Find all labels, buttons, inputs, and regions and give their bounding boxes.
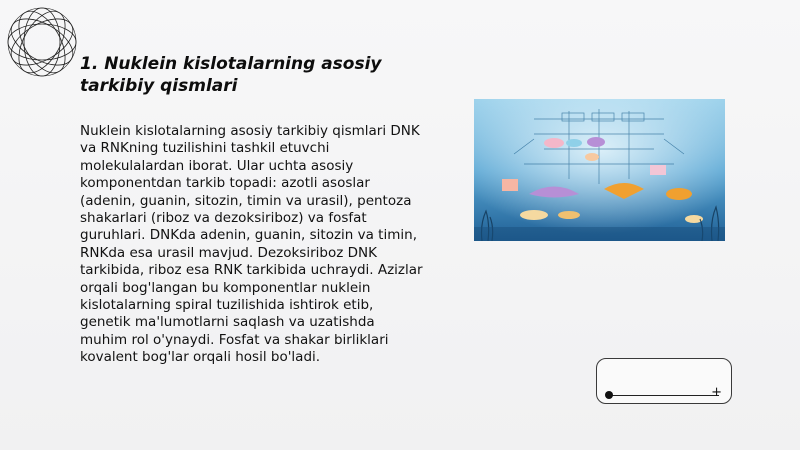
nucleic-acid-illustration	[474, 99, 725, 241]
slide-body-text: Nuklein kislotalarning asosiy tarkibiy qismlari DNK va RNKning tuzilishini tashkil etuvchi molekulalardan iborat. Ular uchta asosiy komponentdan tarkib topadi: azotli asoslar (adenin, guanin, sitozin, timin va urasil), pentoza shakarlari (riboz va dezoksiriboz) va fosfat guruhlari. DNKda adenin, guanin, sitozin va timin, RNKda esa urasil mavjud. Dezoksiriboz DNK tarkibida, riboz esa RNK tarkibida uchraydi. Azizlar orqali bog'langan bu komponentlar nuklein kislotalarning spiral tuzilishida ishtirok etib, genetik ma'lumotlarni saqlash va uzatishda muhim rol o'ynaydi. Fosfat va shakar birliklari kovalent bog'lar orqali hosil bo'ladi.	[80, 123, 423, 366]
spirograph-logo-icon	[4, 4, 80, 80]
slide-title: 1. Nuklein kislotalarning asosiy tarkibiy qismlari	[80, 54, 382, 96]
audio-scrub-bar[interactable]	[596, 358, 732, 404]
media-progress-knob[interactable]	[605, 391, 613, 399]
plus-icon[interactable]: +	[711, 385, 722, 400]
media-progress-track[interactable]	[609, 395, 719, 396]
